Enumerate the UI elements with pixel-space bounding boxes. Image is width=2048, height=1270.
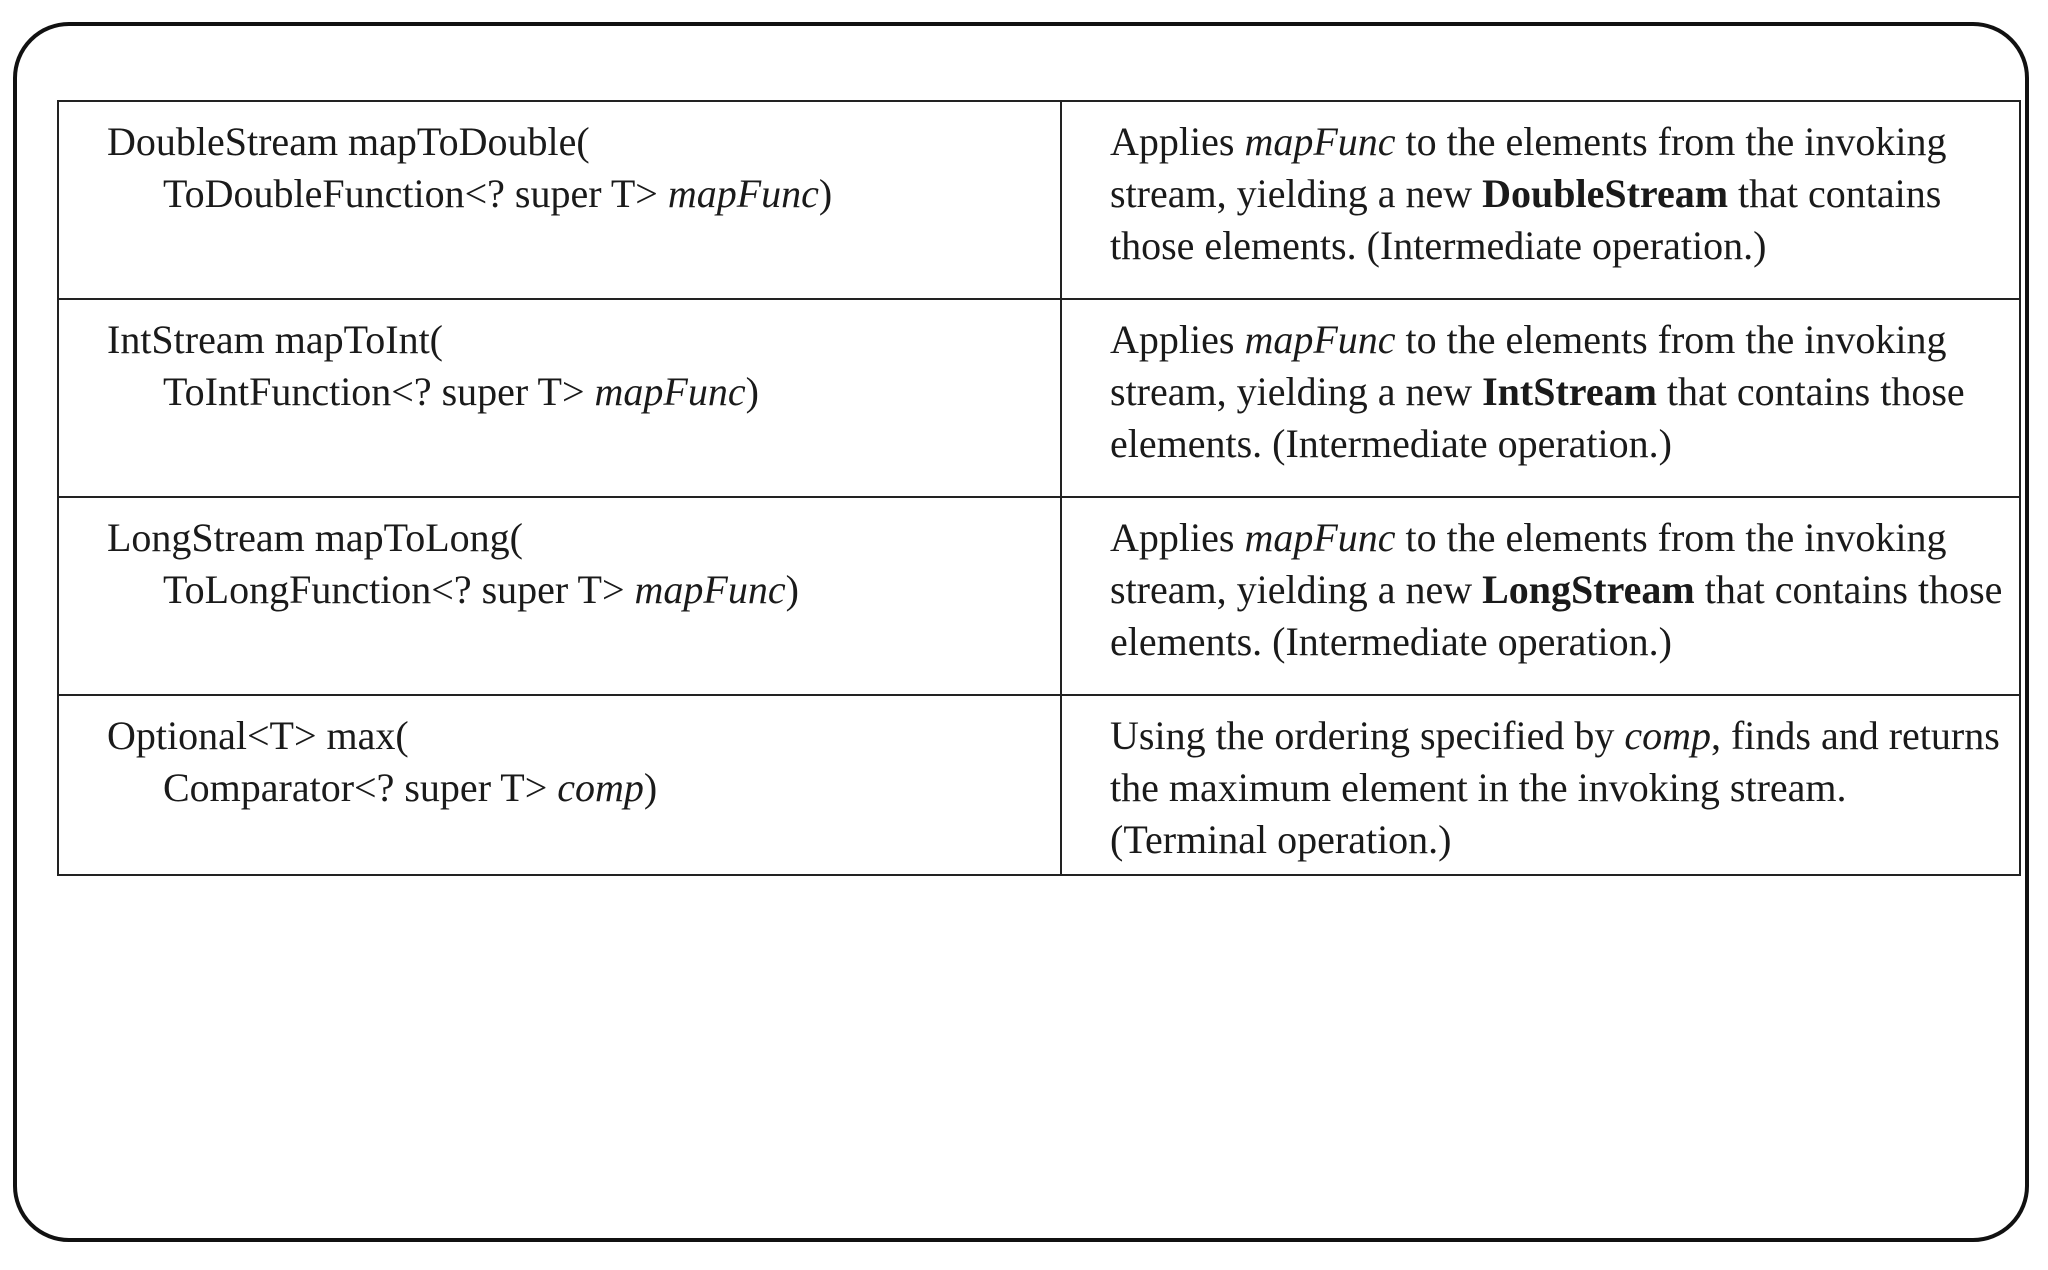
method-parameter-line — [107, 762, 1044, 814]
parameter-name: mapFunc — [634, 567, 786, 612]
method-parameter-line — [107, 564, 1044, 616]
method-signature: Optional<T> max( — [107, 713, 409, 758]
parameter-type: ToIntFunction<? super T> — [163, 369, 595, 414]
description-param: mapFunc — [1244, 515, 1396, 560]
description-text: that contains those elements. (Intermediate operation.) — [1110, 369, 1965, 466]
description-text: that contains those elements. (Intermediate operation.) — [1110, 171, 1942, 268]
method-signature: LongStream mapToLong( — [107, 515, 523, 560]
parameter-type: Comparator<? super T> — [163, 765, 558, 810]
method-description — [1110, 116, 2003, 272]
description-text: Using the ordering specified by — [1110, 713, 1625, 758]
method-description-cell — [1061, 695, 2020, 875]
closing-paren: ) — [785, 567, 799, 612]
description-param: mapFunc — [1244, 119, 1396, 164]
method-parameter-line — [107, 168, 1044, 220]
method-signature-cell — [58, 101, 1061, 299]
parameter-type: ToLongFunction<? super T> — [163, 567, 635, 612]
method-signature-cell — [58, 497, 1061, 695]
method-description — [1110, 512, 2003, 668]
method-description-cell — [1061, 101, 2020, 299]
table-row — [58, 695, 2020, 875]
description-text: to the elements from the invoking stream, yielding a new — [1110, 515, 1947, 612]
description-param: mapFunc — [1244, 317, 1396, 362]
closing-paren: ) — [818, 171, 833, 216]
closing-paren: ) — [745, 369, 759, 414]
description-text: to the elements from the invoking stream, yielding a new — [1110, 317, 1947, 414]
method-description-cell — [1061, 497, 2020, 695]
parameter-name: comp — [557, 765, 644, 810]
parameter-type: ToDoubleFunction<? super T> — [163, 171, 668, 216]
stream-methods-table — [57, 100, 2021, 876]
parameter-name: mapFunc — [594, 369, 746, 414]
description-type: IntStream — [1482, 369, 1657, 414]
description-text: Applies — [1110, 317, 1245, 362]
method-signature-cell — [58, 299, 1061, 497]
description-text: to the elements from the invoking stream, yielding a new — [1110, 119, 1947, 216]
parameter-name: mapFunc — [667, 171, 819, 216]
description-type: DoubleStream — [1482, 171, 1729, 216]
closing-paren: ) — [643, 765, 658, 810]
method-signature-cell — [58, 695, 1061, 875]
table-row — [58, 101, 2020, 299]
method-signature: IntStream mapToInt( — [107, 317, 443, 362]
description-text: , finds and returns the maximum element in the invoking stream. (Terminal operation.) — [1110, 713, 2000, 862]
method-parameter-line — [107, 366, 1044, 418]
method-description — [1110, 314, 2003, 470]
table-row — [58, 497, 2020, 695]
description-text: Applies — [1110, 515, 1245, 560]
table-row — [58, 299, 2020, 497]
method-description — [1110, 710, 2003, 866]
description-text: Applies — [1110, 119, 1245, 164]
description-text: that contains those elements. (Intermediate operation.) — [1110, 567, 2003, 664]
method-description-cell — [1061, 299, 2020, 497]
description-param: comp — [1624, 713, 1711, 758]
description-type: LongStream — [1482, 567, 1695, 612]
method-signature: DoubleStream mapToDouble( — [107, 119, 590, 164]
